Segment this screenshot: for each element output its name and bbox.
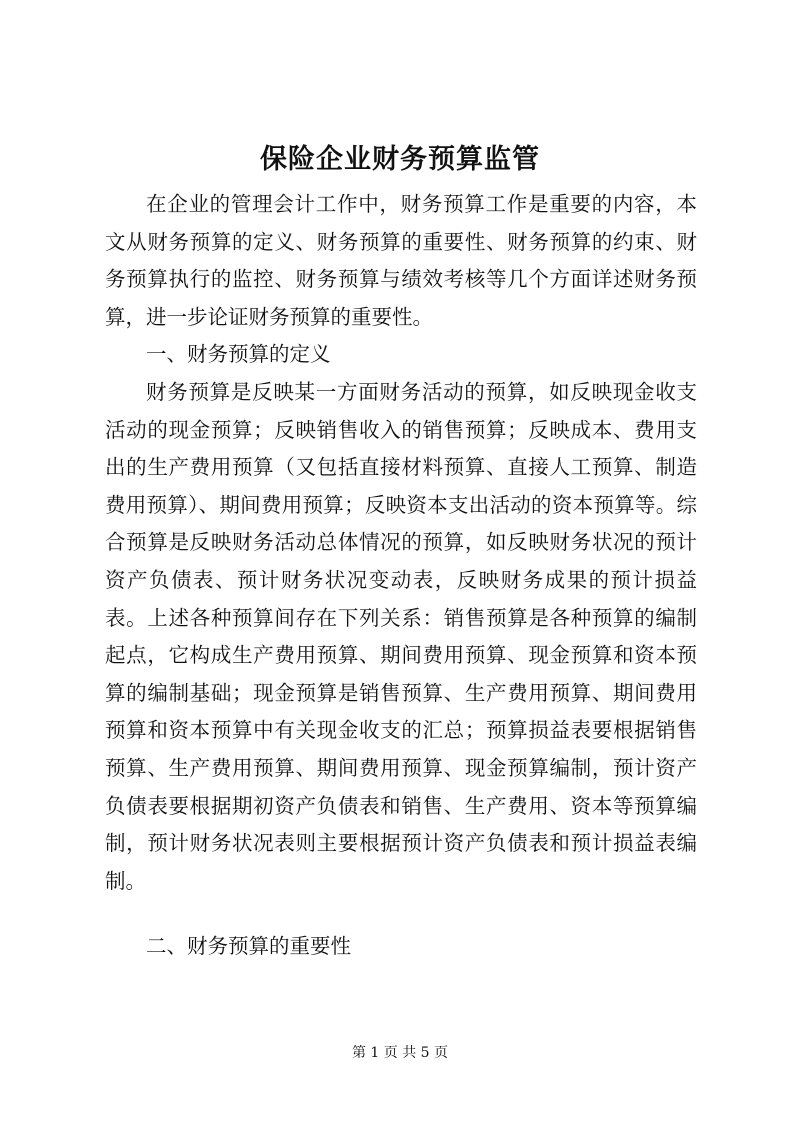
document-body: [105, 186, 697, 966]
section-heading-definition: 一、财务预算的定义: [146, 342, 331, 367]
document-title: 保险企业财务预算监管: [260, 144, 540, 175]
definition-paragraph: 财务预算是反映某一方面财务活动的预算，如反映现金收支活动的现金预算；反映销售收入的销售预算；反映成本、费用支出的生产费用预算（又包括直接材料预算、直接人工预算、制造费用预算）、期间费用预算；反映资本支出活动的资本预算等。综合预算是反映财务活动总体情况的预算，如反映财务状况的预计资产负债表、预计财务状况变动表，反映财务成果的预计损益表。上述各种预算间存在下列关系：销售预算是各种预算的编制起点，它构成生产费用预算、期间费用预算、现金预算和资本预算的编制基础；现金预算是销售预算、生产费用预算、期间费用预算和资本预算中有关现金收支的汇总；预算损益表要根据销售预算、生产费用预算、期间费用预算、现金预算编制，预计资产负债表要根据期初资产负债表和销售、生产费用、资本等预算编制，预计财务状况表则主要根据预计资产负债表和预计损益表编制。: [105, 379, 697, 893]
section-heading-importance: 二、财务预算的重要性: [146, 934, 351, 959]
intro-paragraph: 在企业的管理会计工作中，财务预算工作是重要的内容，本文从财务预算的定义、财务预算的重要性、财务预算的约束、财务预算执行的监控、财务预算与绩效考核等几个方面详述财务预算，进一步论证财务预算的重要性。: [105, 192, 697, 329]
page-number-footer: 第 1 页 共 5 页: [351, 1045, 449, 1061]
